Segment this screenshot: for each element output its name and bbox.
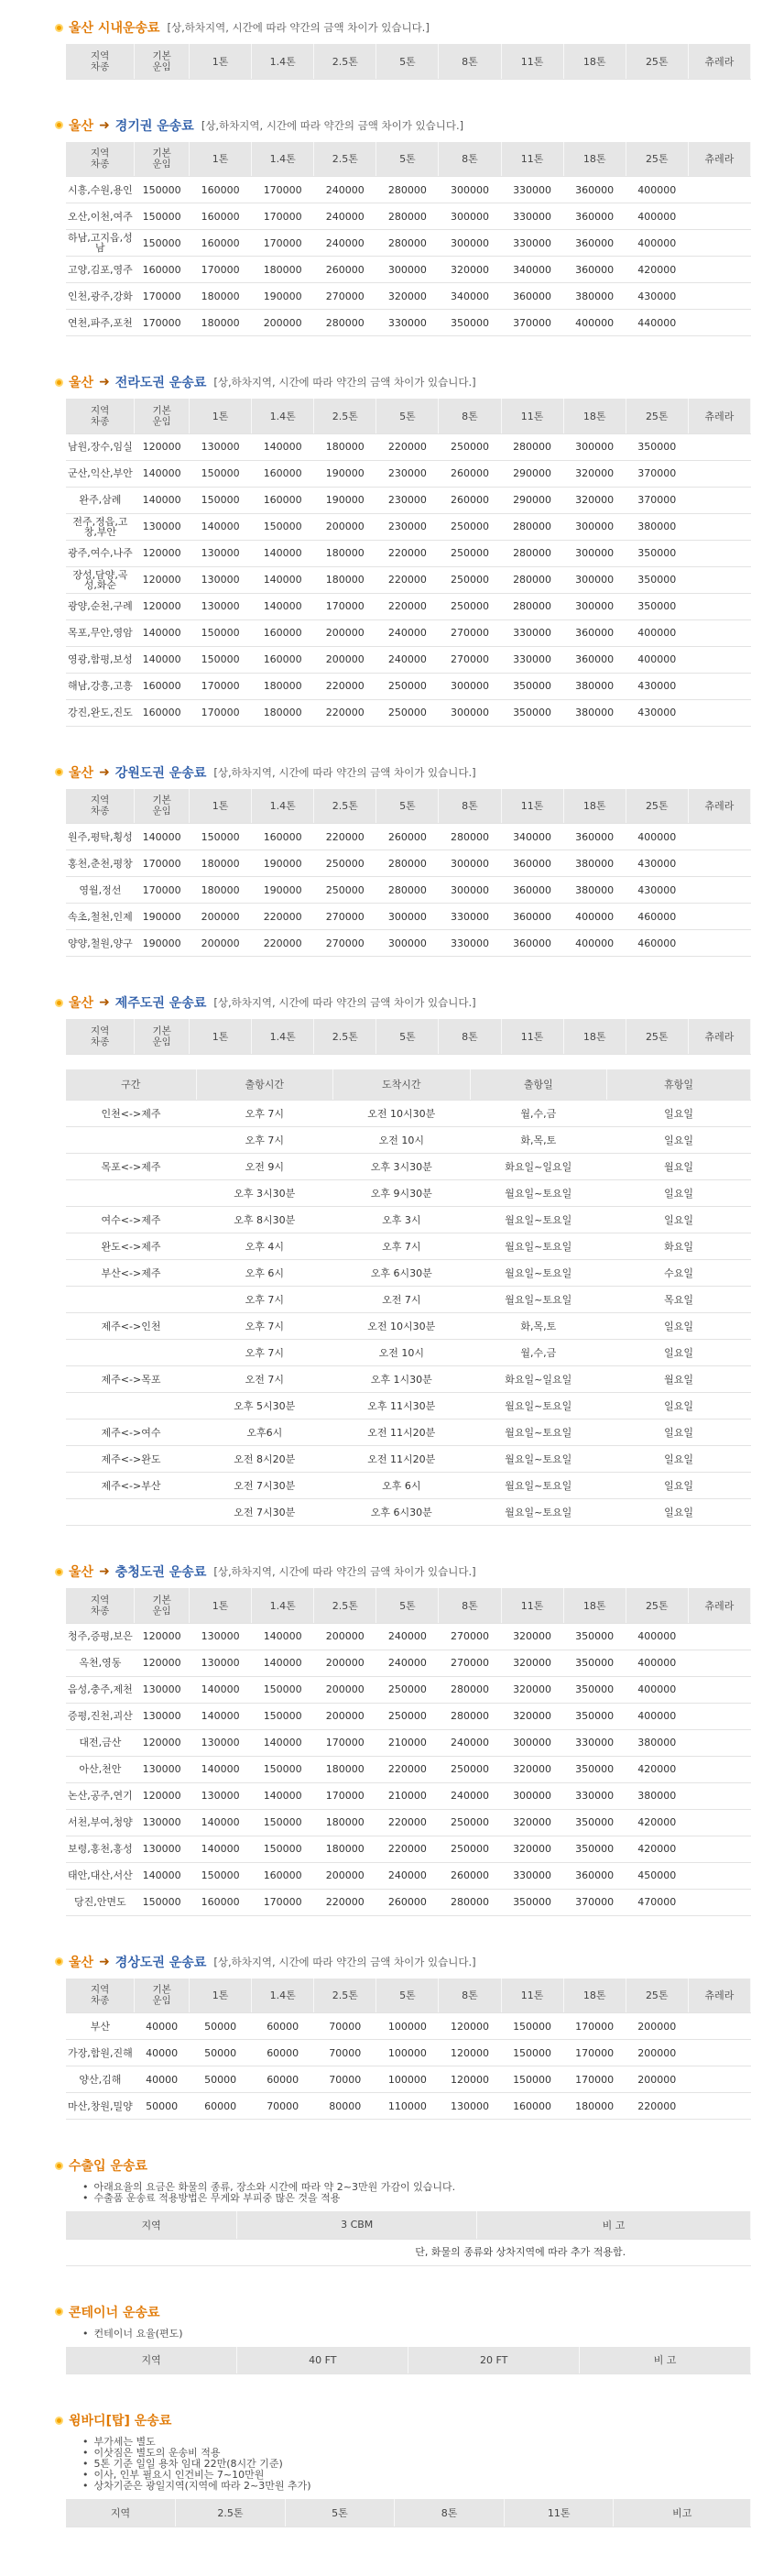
- table-row: 광주,여수,나주 120000 130000 140000 180000 220000 250000 280000 300000 350000: [66, 540, 751, 566]
- table-row: 제주<->부산 오전 7시30분 오후 6시 월요일~토요일 일요일: [66, 1473, 751, 1499]
- table-row: 원주,평탁,횡성 140000 150000 160000 220000 260000 280000 340000 360000 400000: [66, 824, 751, 850]
- section-title: 울산 ➜ 강원도권 운송료 [상,하차지역, 시간에 따라 약간의 금액 차이가 있습니다.]: [55, 763, 751, 782]
- arrow-icon: ➜: [99, 1954, 110, 1969]
- table-row: 인천,광주,강화 170000 180000 190000 270000 320000 340000 360000 380000 430000: [66, 283, 751, 310]
- arrow-icon: ➜: [99, 375, 110, 389]
- table-row: 하남,고지읍,성남 150000 160000 170000 240000 280000 300000 330000 360000 400000: [66, 230, 751, 257]
- section-s3: [66, 373, 751, 727]
- rate-table: 지역 차종 기본 운임 1톤 1.4톤 2.5톤 5톤 8톤 11톤 18톤 25톤 츄레라: [66, 1019, 751, 1055]
- table-row: 장성,담양,곡성,화순 120000 130000 140000 180000 220000 250000 280000 300000 350000: [66, 566, 751, 593]
- table-row: 완주,삼례 140000 150000 160000 190000 230000 260000 290000 320000 370000: [66, 487, 751, 513]
- section-jeju: [66, 993, 751, 1526]
- table-row: 오전 7시30분 오후 6시30분 월요일~토요일 일요일: [66, 1499, 751, 1526]
- bullet-dot-icon: [55, 1957, 63, 1966]
- table-row: 부산 40000 50000 60000 70000 100000 120000 150000 170000 200000: [66, 2013, 751, 2040]
- table-row: 영월,정선 170000 180000 190000 250000 280000 300000 360000 380000 430000: [66, 877, 751, 904]
- section-title: 수출입 운송료: [55, 2156, 751, 2175]
- section-s4: [66, 763, 751, 958]
- table-row: 연천,파주,포천 170000 180000 200000 280000 330000 350000 370000 400000 440000: [66, 310, 751, 336]
- table-row: 가장,함원,진해 40000 50000 60000 70000 100000 120000 150000 170000 200000: [66, 2040, 751, 2066]
- list-item: • 이사, 인부 필요시 인건비는 7~10만원: [82, 2470, 751, 2481]
- rate-table: 지역 차종 기본 운임 1톤 1.4톤 2.5톤 5톤 8톤 11톤 18톤 25톤 츄레라: [66, 44, 751, 80]
- info-table: 지역 3 CBM 비 고 단, 화물의 종류와 상차지역에 따라 추가 적용함.: [66, 2211, 751, 2266]
- table-row: 군산,익산,부안 140000 150000 160000 190000 230000 260000 290000 320000 370000: [66, 460, 751, 487]
- table-row: 마산,창원,밀양 50000 60000 70000 80000 110000 130000 160000 180000 220000: [66, 2093, 751, 2120]
- table-row: 강진,완도,진도 160000 170000 180000 220000 250000 300000 350000 380000 430000: [66, 699, 751, 726]
- note-list: [82, 2437, 751, 2492]
- table-row: 논산,공주,연기 120000 130000 140000 170000 210000 240000 300000 330000 380000: [66, 1782, 751, 1809]
- table-row: 당진,안면도 150000 160000 170000 220000 260000 280000 350000 370000 470000: [66, 1889, 751, 1915]
- table-row: 제주<->목포 오전 7시 오후 1시30분 화요일~일요일 월요일: [66, 1366, 751, 1393]
- section-export: [66, 2156, 751, 2266]
- rate-table: 지역 차종 기본 운임 1톤 1.4톤 2.5톤 5톤 8톤 11톤 18톤 25톤 츄레라 시흥,수원,용인 150000 160000 170000 240000 280000 300000 330000 360000 400000 오산,이천,여주 150000 160000 170000 240000 280000 300000 330000 360000 400000 하남,고지읍,성남 150000 160000 170000 240000 280000 300000 330000 360000 400000 고양,김포,영주 160000 170000 180000 260000 300000 320000 340000 360000 420000 인천,광주,강화 170000 180000 190000 270000 320000 340000 360000 380000 430000 연천,파주,포천 170000 180000 200000 280000 330000 350000 370000 400000 440000: [66, 142, 751, 337]
- table-row: 완도<->제주 오후 4시 오후 7시 월요일~토요일 화요일: [66, 1233, 751, 1260]
- bullet-dot-icon: [55, 768, 63, 776]
- table-row: 해남,강흥,고흥 160000 170000 180000 220000 250000 300000 350000 380000 430000: [66, 673, 751, 699]
- note-list: [82, 2182, 751, 2204]
- table-row: 태안,대산,서산 140000 150000 160000 200000 240000 260000 330000 360000 450000: [66, 1862, 751, 1889]
- rate-table: 지역 차종 기본 운임 1톤 1.4톤 2.5톤 5톤 8톤 11톤 18톤 25톤 츄레라 부산 40000 50000 60000 70000 100000 120000 150000 170000 200000 가장,함원,진해 40000 50000 60000 70000 100000 120000 150000 170000 200000 양산,김해 40000 50000 60000 70000 100000 120000 150000 170000 200000 마산,창원,밀양 50000 60000 70000 80000 110000 130000 160000 180000 220000: [66, 1979, 751, 2121]
- table-row: 제주<->완도 오전 8시20분 오전 11시20분 월요일~토요일 일요일: [66, 1446, 751, 1473]
- table-row: 오후 5시30분 오후 11시30분 월요일~토요일 일요일: [66, 1393, 751, 1420]
- arrow-icon: ➜: [99, 117, 110, 133]
- section-title: 울산 시내운송료 [상,하차지역, 시간에 따라 약간의 금액 차이가 있습니다.]: [55, 18, 751, 37]
- table-row: 제주<->여수 오후6시 오전 11시20분 월요일~토요일 일요일: [66, 1420, 751, 1446]
- section-title: 울산 ➜ 제주도권 운송료 [상,하차지역, 시간에 따라 약간의 금액 차이가 있습니다.]: [55, 993, 751, 1012]
- section-s7: [66, 1953, 751, 2121]
- section-container: [66, 2303, 751, 2375]
- arrow-icon: ➜: [99, 764, 110, 780]
- table-row: 오후 7시 오전 7시 월요일~토요일 목요일: [66, 1287, 751, 1313]
- bullet-dot-icon: [55, 2307, 63, 2316]
- list-item: • 이삿짐은 별도의 운송비 적용: [82, 2448, 751, 2459]
- table-row: 목포<->제주 오전 9시 오후 3시30분 화요일~일요일 월요일: [66, 1154, 751, 1180]
- section-city: [66, 18, 751, 80]
- bullet-dot-icon: [55, 999, 63, 1007]
- table-row: 양산,김해 40000 50000 60000 70000 100000 120000 150000 170000 200000: [66, 2066, 751, 2093]
- list-item: • 아래요율의 요금은 화물의 종류, 장소와 시간에 따라 약 2~3만원 가감이 있습니다.: [82, 2182, 751, 2193]
- table-row: 옥천,영동 120000 130000 140000 200000 240000 270000 320000 350000 400000: [66, 1650, 751, 1676]
- table-row: 고양,김포,영주 160000 170000 180000 260000 300000 320000 340000 360000 420000: [66, 257, 751, 283]
- section-title: 윙바디[탑] 운송료: [55, 2411, 751, 2429]
- note-list: [82, 2329, 751, 2340]
- list-item: • 5톤 기준 일일 용차 임대 22만(8시간 기준): [82, 2459, 751, 2470]
- bullet-dot-icon: [55, 121, 63, 129]
- table-row: 부산<->제주 오후 6시 오후 6시30분 월요일~토요일 수요일: [66, 1260, 751, 1287]
- table-row: 증평,진천,괴산 130000 140000 150000 200000 250000 280000 320000 350000 400000: [66, 1703, 751, 1729]
- info-table: 지역 2.5톤 5톤 8톤 11톤 비고: [66, 2499, 751, 2527]
- table-row: 오후 7시 오전 10시 월,수,금 일요일: [66, 1340, 751, 1366]
- list-item: • 부가세는 별도: [82, 2437, 751, 2448]
- rate-table: 지역 차종 기본 운임 1톤 1.4톤 2.5톤 5톤 8톤 11톤 18톤 25톤 츄레라 남원,장수,임실 120000 130000 140000 180000 220000 250000 280000 300000 350000 군산,익산,부안 140000 150000 160000 190000 230000 260000 290000 320000 370000 완주,삼례 140000 150000 160000 190000 230000 260000 290000 320000 370000 전주,정읍,고창,부안 130000 140000 150000 200000 230000 250000 280000 300000 380000 광주,여수,나주 120000 130000 140000 180000 220000 250000 280000 300000 350000 장성,담양,곡성,화순 120000 130000 140000 180000 220000 250000 280000 300000 350000 광양,순천,구례 120000 130000 140000 170000 220000 250000 280000 300000 350000 목포,무안,영암 140000 150000 160000 200000 240000 270000 330000 360000 400000 영광,함평,보성 140000 150000 160000 200000 240000 270000 330000 360000 400000 해남,강흥,고흥 160000 170000 180000 220000 250000 300000 350000 380000 430000 강진,완도,진도 160000 170000 180000 220000 250000 300000 350000 380000 430000: [66, 399, 751, 727]
- section-s2: [66, 116, 751, 337]
- ferry-table: 구간 출항시간 도착시간 출항일 휴항일 인천<->제주 오후 7시 오전 10시30분 월,수,금 일요일 오후 7시 오전 10시 화,목,토 일요일 목포<->제주 오전 9시 오후 3시30분 화요일~일요일 월요일 오후 3시30분 오후 9시30분 월요일~토요일 일요일 여수<->제주 오후 8시30분 오후 3시 월요일~토요일 일요일 완도<->제주 오후 4시 오후 7시 월요일~토요일 화요일 부산<->제주 오후 6시 오후 6시30분 월요일~토요일 수요일 오후 7시 오전 7시 월요일~토요일 목요일 제주<->인천 오후 7시 오전 10시30분 화,목,토 일요일 오후 7시 오전 10시 월,수,금 일요일 제주<->목포 오전 7시 오후 1시30분 화요일~일요일 월요일 오후 5시30분 오후 11시30분 월요일~토요일 일요일 제주<->여수 오후6시 오전 11시20분 월요일~토요일 일요일 제주<->완도 오전 8시20분 오전 11시20분 월요일~토요일 일요일 제주<->부산 오전 7시30분 오후 6시 월요일~토요일 일요일 오전 7시30분 오후 6시30분 월요일~토요일 일요일: [66, 1069, 751, 1527]
- table-row: 오산,이천,여주 150000 160000 170000 240000 280000 300000 330000 360000 400000: [66, 203, 751, 230]
- list-item: • 컨테이너 요율(편도): [82, 2329, 751, 2340]
- bullet-dot-icon: [55, 2417, 63, 2425]
- table-row: 홍천,춘천,평창 170000 180000 190000 250000 280000 300000 360000 380000 430000: [66, 850, 751, 877]
- table-row: 대전,금산 120000 130000 140000 170000 210000 240000 300000 330000 380000: [66, 1729, 751, 1756]
- table-row: 여수<->제주 오후 8시30분 오후 3시 월요일~토요일 일요일: [66, 1207, 751, 1233]
- table-row: 제주<->인천 오후 7시 오전 10시30분 화,목,토 일요일: [66, 1313, 751, 1340]
- table-row: 오후 7시 오전 10시 화,목,토 일요일: [66, 1127, 751, 1154]
- table-row: 속초,철천,인제 190000 200000 220000 270000 300000 330000 360000 400000 460000: [66, 904, 751, 930]
- table-row: 남원,장수,임실 120000 130000 140000 180000 220000 250000 280000 300000 350000: [66, 433, 751, 460]
- section-s6: [66, 1562, 751, 1916]
- info-table: 지역 40 FT 20 FT 비 고: [66, 2347, 751, 2375]
- section-title: 울산 ➜ 경상도권 운송료 [상,하차지역, 시간에 따라 약간의 금액 차이가 있습니다.]: [55, 1953, 751, 1971]
- table-row: 양양,철원,양구 190000 200000 220000 270000 300000 330000 360000 400000 460000: [66, 930, 751, 957]
- section-title: 울산 ➜ 충청도권 운송료 [상,하차지역, 시간에 따라 약간의 금액 차이가 있습니다.]: [55, 1562, 751, 1581]
- table-row: 광양,순천,구례 120000 130000 140000 170000 220000 250000 280000 300000 350000: [66, 593, 751, 619]
- table-row: 오후 3시30분 오후 9시30분 월요일~토요일 일요일: [66, 1180, 751, 1207]
- section-title: 울산 ➜ 전라도권 운송료 [상,하차지역, 시간에 따라 약간의 금액 차이가 있습니다.]: [55, 373, 751, 391]
- arrow-icon: ➜: [99, 1564, 110, 1579]
- section-title: 울산 ➜ 경기권 운송료 [상,하차지역, 시간에 따라 약간의 금액 차이가 있습니다.]: [55, 116, 751, 135]
- list-item: • 수출품 운송료 적용방법은 무게와 부피중 많은 것을 적용: [82, 2193, 751, 2204]
- table-row: 음성,충주,제천 130000 140000 150000 200000 250000 280000 320000 350000 400000: [66, 1676, 751, 1703]
- table-row: 서천,부여,청양 130000 140000 150000 180000 220000 250000 320000 350000 420000: [66, 1809, 751, 1836]
- section-wingbody: [66, 2411, 751, 2527]
- rate-table: 지역 차종 기본 운임 1톤 1.4톤 2.5톤 5톤 8톤 11톤 18톤 25톤 츄레라 청주,증평,보은 120000 130000 140000 200000 240000 270000 320000 350000 400000 옥천,영동 120000 130000 140000 200000 240000 270000 320000 350000 400000 음성,충주,제천 130000 140000 150000 200000 250000 280000 320000 350000 400000 증평,진천,괴산 130000 140000 150000 200000 250000 280000 320000 350000 400000 대전,금산 120000 130000 140000 170000 210000 240000 300000 330000 380000 아산,천안 130000 140000 150000 180000 220000 250000 320000 350000 420000 논산,공주,연기 120000 130000 140000 170000 210000 240000 300000 330000 380000 서천,부여,청양 130000 140000 150000 180000 220000 250000 320000 350000 420000 보령,홍천,홍성 130000 140000 150000 180000 220000 250000 320000 350000 420000 태안,대산,서산 140000 150000 160000 200000 240000 260000 330000 360000 450000 당진,안면도 150000 160000 170000 220000 260000 280000 350000 370000 470000: [66, 1588, 751, 1916]
- table-row: 시흥,수원,용인 150000 160000 170000 240000 280000 300000 330000 360000 400000: [66, 177, 751, 203]
- bullet-dot-icon: [55, 2162, 63, 2170]
- rate-table: 지역 차종 기본 운임 1톤 1.4톤 2.5톤 5톤 8톤 11톤 18톤 25톤 츄레라 원주,평탁,횡성 140000 150000 160000 220000 260000 280000 340000 360000 400000 홍천,춘천,평창 170000 180000 190000 250000 280000 300000 360000 380000 430000 영월,정선 170000 180000 190000 250000 280000 300000 360000 380000 430000 속초,철천,인제 190000 200000 220000 270000 300000 330000 360000 400000 460000 양양,철원,양구 190000 200000 220000 270000 300000 330000 360000 400000 460000: [66, 789, 751, 958]
- bullet-dot-icon: [55, 1568, 63, 1576]
- table-row: 보령,홍천,홍성 130000 140000 150000 180000 220000 250000 320000 350000 420000: [66, 1836, 751, 1862]
- arrow-icon: ➜: [99, 995, 110, 1010]
- corner-header: 지역 차종: [66, 44, 135, 79]
- table-row: 아산,천안 130000 140000 150000 180000 220000 250000 320000 350000 420000: [66, 1756, 751, 1782]
- table-row: 전주,정읍,고창,부안 130000 140000 150000 200000 230000 250000 280000 300000 380000: [66, 513, 751, 540]
- table-row: 청주,증평,보은 120000 130000 140000 200000 240000 270000 320000 350000 400000: [66, 1623, 751, 1650]
- base-fare-header: 기본 운임: [135, 44, 190, 79]
- table-row: 목포,무안,영암 140000 150000 160000 200000 240000 270000 330000 360000 400000: [66, 619, 751, 646]
- table-row: 영광,함평,보성 140000 150000 160000 200000 240000 270000 330000 360000 400000: [66, 646, 751, 673]
- table-row: 인천<->제주 오후 7시 오전 10시30분 월,수,금 일요일: [66, 1101, 751, 1127]
- bullet-dot-icon: [55, 24, 63, 32]
- section-title: 콘테이너 운송료: [55, 2303, 751, 2321]
- bullet-dot-icon: [55, 378, 63, 387]
- list-item: • 상차기준은 광일지역(지역에 따라 2~3만원 추가): [82, 2481, 751, 2492]
